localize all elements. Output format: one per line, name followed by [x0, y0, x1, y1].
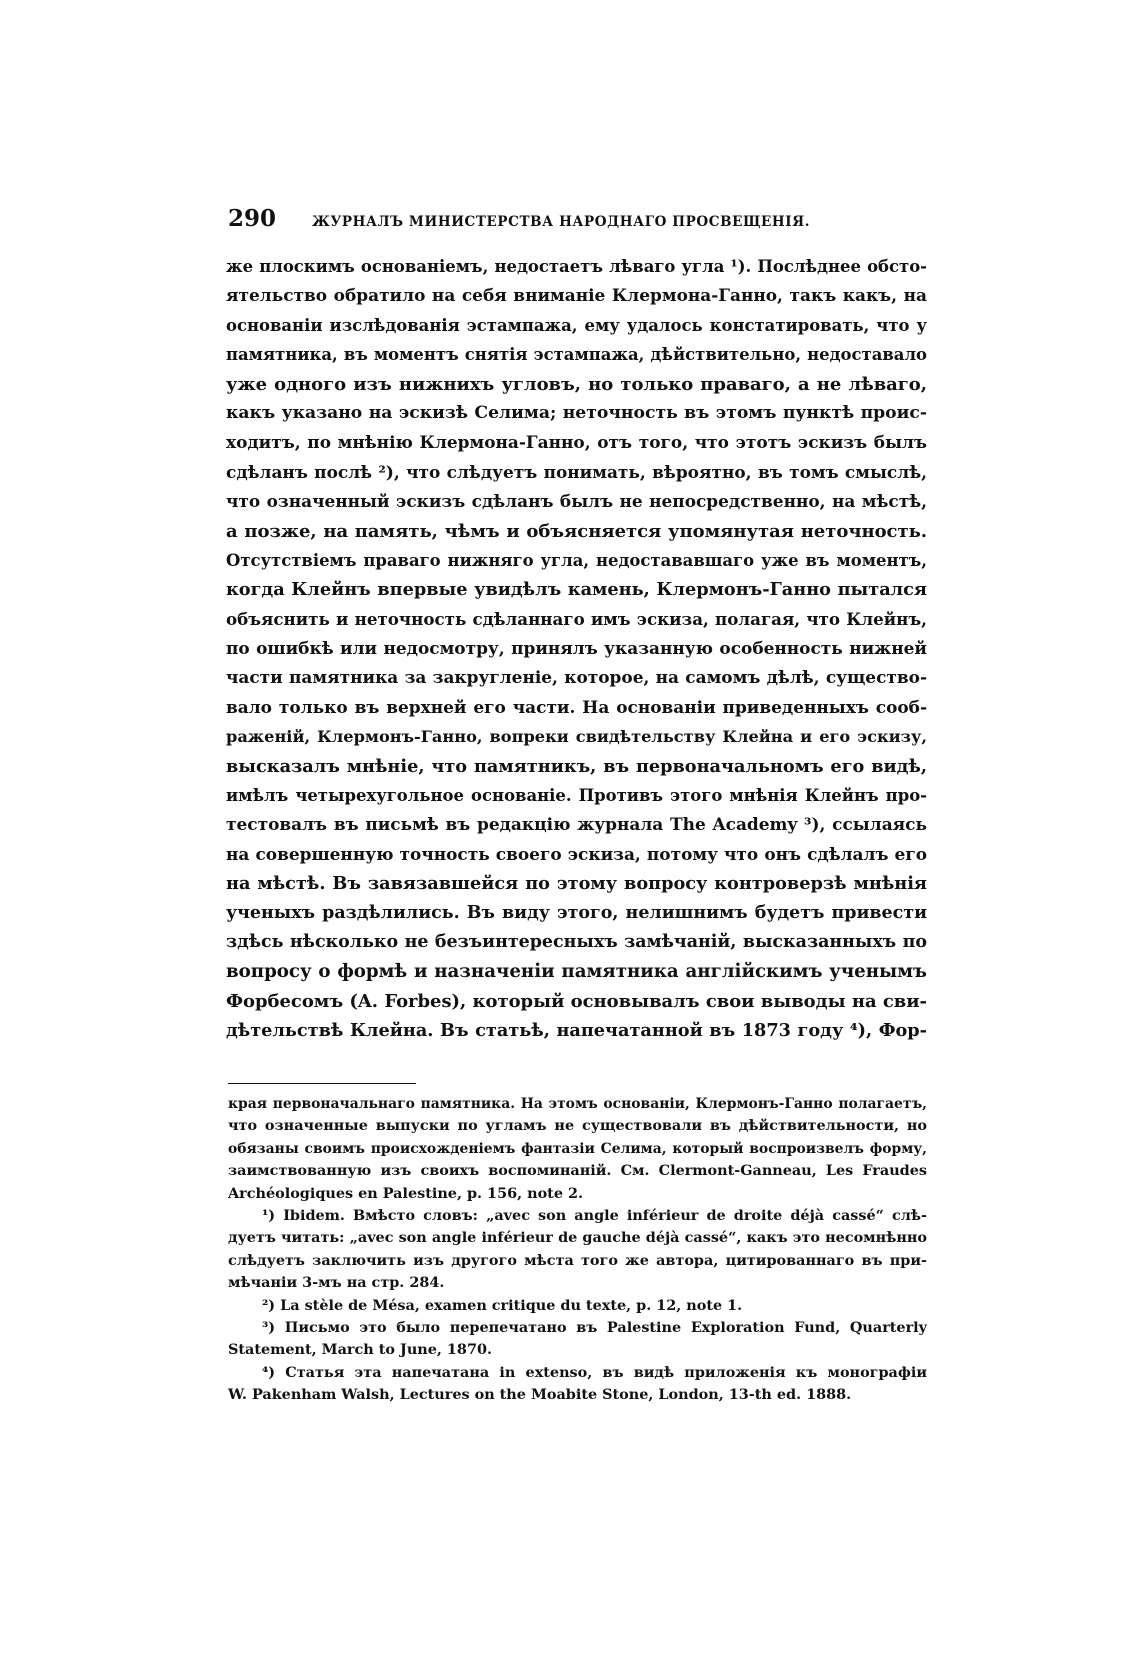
footnote-line: обязаны своимъ происхожденіемъ фантазіи Селима, который воспроизвелъ форму,: [228, 1140, 927, 1157]
footnote-line: заимствованную изъ своихъ воспоминаній. См. Clermont-Ganneau, Les Fraudes: [228, 1162, 927, 1180]
page-number: 290: [228, 205, 277, 232]
footnote-1: ¹) Ibidem. Вмѣсто словъ: „avec son angle inférieur de droite déjà cassé“ слѣ-: [262, 1206, 927, 1224]
text-line: объяснить и неточность сдѣланнаго имъ эскиза, полагая, что Клейнъ,: [226, 608, 927, 629]
text-line: на совершенную точность своего эскиза, потому что онъ сдѣлалъ его: [226, 843, 927, 864]
footnote-4: ⁴) Статья эта напечатана in extenso, въ видѣ приложенія къ монографіи: [262, 1363, 927, 1381]
text-line: Отсутствіемъ праваго нижняго угла, недостававшаго уже въ моментъ,: [226, 550, 927, 570]
text-line: высказалъ мнѣніе, что памятникъ, въ первоначальномъ его видѣ,: [226, 755, 927, 777]
footnote-divider: [228, 1083, 416, 1084]
text-line: когда Клейнъ впервые увидѣлъ камень, Клермонъ-Ганно пытался: [226, 579, 927, 601]
text-line: ятельство обратило на себя вниманіе Клермона-Ганно, такъ какъ, на: [226, 285, 927, 306]
text-line: здѣсь нѣсколько не безъинтересныхъ замѣчаній, высказанныхъ по: [226, 931, 927, 952]
text-line: сдѣланъ послѣ ²), что слѣдуетъ понимать, вѣроятно, въ томъ смыслѣ,: [226, 461, 927, 482]
text-line: имѣлъ четырехугольное основаніе. Противъ этого мнѣнія Клейнъ про-: [226, 786, 927, 806]
footnotes: [228, 1093, 927, 1406]
footnote-2: ²) La stèle de Mésa, examen critique du texte, p. 12, note 1.: [262, 1296, 743, 1314]
text-line: ходитъ, по мнѣнію Клермона-Ганно, отъ того, что этотъ эскизъ былъ: [226, 432, 927, 453]
text-line: основаніи изслѣдованія эстампажа, ему удалось констатировать, что у: [226, 315, 927, 335]
footnote-line: Archéologiques en Palestine, p. 156, note 2.: [228, 1184, 584, 1202]
text-line: что означенный эскизъ сдѣланъ былъ не непосредственно, на мѣстѣ,: [226, 491, 927, 512]
text-line: ученыхъ раздѣлились. Въ виду этого, нелишнимъ будетъ привести: [226, 902, 927, 923]
text-line: Форбесомъ (A. Forbes), который основывалъ свои выводы на сви-: [226, 990, 927, 1012]
text-line: же плоскимъ основаніемъ, недостаетъ лѣваго угла ¹). Послѣднее обсто-: [226, 257, 927, 276]
text-line: части памятника за закругленіе, которое, на самомъ дѣлѣ, существо-: [226, 667, 927, 688]
footnote-line: Statement, March to June, 1870.: [228, 1341, 492, 1359]
main-text: [226, 252, 927, 1046]
text-line: раженій, Клермонъ-Ганно, вопреки свидѣтельству Клейна и его эскизу,: [226, 727, 927, 747]
text-line: а позже, на память, чѣмъ и объясняется упомянутая неточность.: [226, 520, 927, 542]
page-header: [228, 205, 918, 232]
text-line: тестовалъ въ письмѣ въ редакцію журнала The Academy ³), ссылаясь: [226, 814, 927, 835]
footnote-line: W. Pakenham Walsh, Lectures on the Moabite Stone, London, 13-th ed. 1888.: [228, 1386, 852, 1404]
footnote-3: ³) Письмо это было перепечатано въ Palestine Exploration Fund, Quarterly: [262, 1318, 927, 1336]
text-line: по ошибкѣ или недосмотру, принялъ указанную особенность нижней: [226, 638, 927, 659]
footnote-line: дуетъ читать: „avec son angle inférieur de gauche déjà cassé“, какъ это несомнѣнно: [228, 1229, 927, 1247]
text-line: дѣтельствѣ Клейна. Въ статьѣ, напечатанной въ 1873 году ⁴), Фор-: [226, 1020, 927, 1042]
text-line: какъ указано на эскизѣ Селима; неточность въ этомъ пунктѣ проис-: [226, 402, 927, 423]
text-line: вало только въ верхней его части. На основаніи приведенныхъ сооб-: [226, 696, 927, 717]
text-line: на мѣстѣ. Въ завязавшейся по этому вопросу контроверзѣ мнѣнія: [226, 873, 927, 895]
text-line: памятника, въ моментъ снятія эстампажа, дѣйствительно, недоставало: [226, 345, 927, 365]
text-line: уже одного изъ нижнихъ угловъ, но только праваго, а не лѣваго,: [226, 373, 927, 395]
text-line: вопросу о формѣ и назначеніи памятника англійскимъ ученымъ: [226, 961, 927, 983]
running-title: ЖУРНАЛЪ МИНИСТЕРСТВА НАРОДНАГО ПРОСВЕЩЕНІЯ.: [312, 214, 810, 230]
footnote-line: мѣчаніи 3-мъ на стр. 284.: [228, 1274, 445, 1292]
footnote-line: что означенные выпуски по угламъ не существовали въ дѣйствительности, но: [228, 1117, 927, 1135]
footnote-line: слѣдуетъ заключить изъ другого мѣста того же автора, цитированнаго въ при-: [228, 1251, 927, 1269]
footnote-line: края первоначальнаго памятника. На этомъ основаніи, Клермонъ-Ганно полагаетъ,: [228, 1096, 927, 1112]
